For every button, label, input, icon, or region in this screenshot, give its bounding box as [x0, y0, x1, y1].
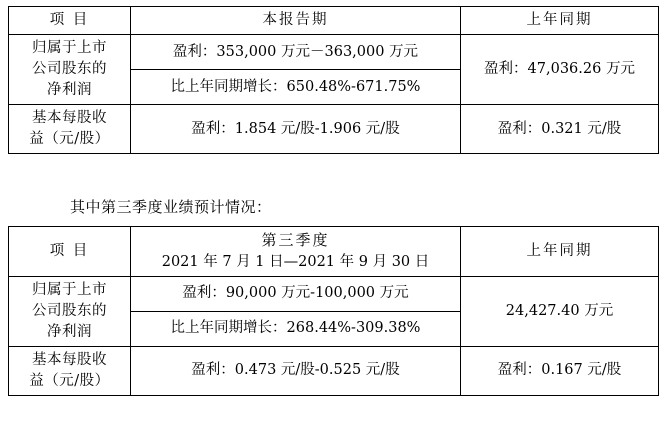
table1-header-prior-period: 上年同期	[461, 7, 659, 35]
table2-row1-current-growth: 比上年同期增长：268.44%-309.38%	[131, 311, 461, 346]
table-row	[9, 105, 659, 154]
table1-row1-current-profit: 盈利：353,000 万元－363,000 万元	[131, 35, 461, 70]
table1-header-current-period: 本报告期	[131, 7, 461, 35]
table-row	[9, 276, 659, 311]
table2-row2-current-eps: 盈利：0.473 元/股-0.525 元/股	[131, 346, 461, 395]
table1-row1-current-growth: 比上年同期增长：650.48%-671.75%	[131, 70, 461, 105]
table2-row1-current-profit: 盈利：90,000 万元-100,000 万元	[131, 276, 461, 311]
table2-header-prior-period: 上年同期	[461, 227, 659, 277]
table1-row2-current-eps: 盈利：1.854 元/股-1.906 元/股	[131, 105, 461, 154]
table-header-row	[9, 7, 659, 35]
table1-row1-label: 归属于上市 公司股东的 净利润	[9, 35, 131, 105]
table-row	[9, 346, 659, 395]
table2-header-quarter: 第三季度 2021 年 7 月 1 日—2021 年 9 月 30 日	[131, 227, 461, 277]
table1-row2-previous: 盈利：0.321 元/股	[461, 105, 659, 154]
section-note: 其中第三季度业绩预计情况：	[70, 198, 272, 216]
table2-row1-previous: 24,427.40 万元	[461, 276, 659, 346]
earnings-forecast-table	[8, 6, 659, 154]
table1-row1-previous: 盈利：47,036.26 万元	[461, 35, 659, 105]
table2-header-item: 项 目	[9, 227, 131, 277]
q3-forecast-table	[8, 226, 659, 396]
table2-row2-label: 基本每股收 益（元/股）	[9, 346, 131, 395]
table1-header-item: 项 目	[9, 7, 131, 35]
table1-row2-label: 基本每股收 益（元/股）	[9, 105, 131, 154]
table-row	[9, 35, 659, 70]
table-header-row	[9, 227, 659, 277]
table2-row2-previous: 盈利：0.167 元/股	[461, 346, 659, 395]
table2-row1-label: 归属于上市 公司股东的 净利润	[9, 276, 131, 346]
